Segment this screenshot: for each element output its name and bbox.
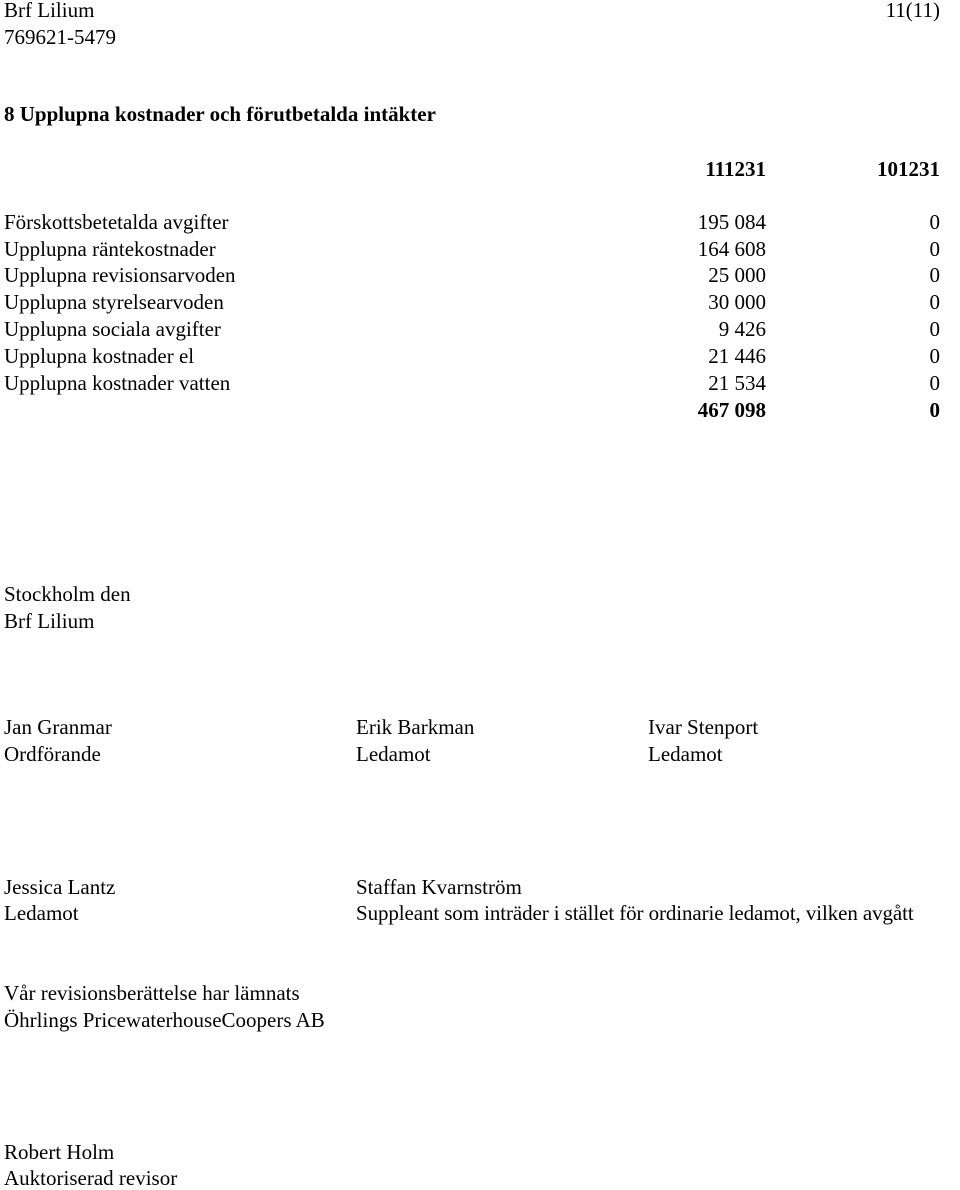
row-value-previous: 0 <box>929 210 940 234</box>
row-value-previous: 0 <box>929 263 940 287</box>
signatory-name: Jan Granmar <box>4 715 112 739</box>
row-value-previous: 0 <box>929 237 940 261</box>
column-header-previous-year: 101231 <box>877 157 940 181</box>
row-value-current: 21 534 <box>708 371 766 395</box>
auditor-name: Robert Holm <box>4 1140 115 1164</box>
total-value-previous: 0 <box>929 398 940 422</box>
row-label: Upplupna kostnader el <box>4 344 195 368</box>
row-label: Upplupna sociala avgifter <box>4 317 221 341</box>
signatory-role: Ledamot <box>356 742 431 766</box>
signatory-name: Staffan Kvarnström <box>356 875 522 899</box>
row-value-previous: 0 <box>929 290 940 314</box>
row-value-current: 21 446 <box>708 344 766 368</box>
row-label: Upplupna kostnader vatten <box>4 371 231 395</box>
signatory-name: Ivar Stenport <box>648 715 759 739</box>
row-value-current: 195 084 <box>697 210 766 234</box>
page-number: 11(11) <box>885 0 940 22</box>
row-value-previous: 0 <box>929 317 940 341</box>
organization-name: Brf Lilium <box>4 0 95 22</box>
place-date-line: Stockholm den <box>4 582 131 606</box>
auditor-title: Auktoriserad revisor <box>4 1166 178 1190</box>
audit-statement: Vår revisionsberättelse har lämnats <box>4 981 300 1005</box>
signatory-name: Jessica Lantz <box>4 875 116 899</box>
signatory-role: Suppleant som inträder i stället för ordinarie ledamot, vilken avgått <box>356 901 914 925</box>
row-label: Förskottsbetetalda avgifter <box>4 210 229 234</box>
audit-firm: Öhrlings PricewaterhouseCoopers AB <box>4 1008 325 1032</box>
row-value-current: 164 608 <box>697 237 766 261</box>
note-title: 8 Upplupna kostnader och förutbetalda intäkter <box>4 102 436 126</box>
signatory-role: Ordförande <box>4 742 101 766</box>
organization-number: 769621-5479 <box>4 25 116 49</box>
row-value-current: 9 426 <box>718 317 766 341</box>
signature-org-name: Brf Lilium <box>4 609 95 633</box>
row-value-current: 30 000 <box>708 290 766 314</box>
column-header-current-year: 111231 <box>705 157 766 181</box>
signatory-role: Ledamot <box>4 901 79 925</box>
row-value-previous: 0 <box>929 371 940 395</box>
signatory-name: Erik Barkman <box>356 715 475 739</box>
row-value-current: 25 000 <box>708 263 766 287</box>
row-label: Upplupna styrelsearvoden <box>4 290 224 314</box>
row-value-previous: 0 <box>929 344 940 368</box>
total-value-current: 467 098 <box>697 398 766 422</box>
row-label: Upplupna revisionsarvoden <box>4 263 236 287</box>
signatory-role: Ledamot <box>648 742 723 766</box>
row-label: Upplupna räntekostnader <box>4 237 216 261</box>
